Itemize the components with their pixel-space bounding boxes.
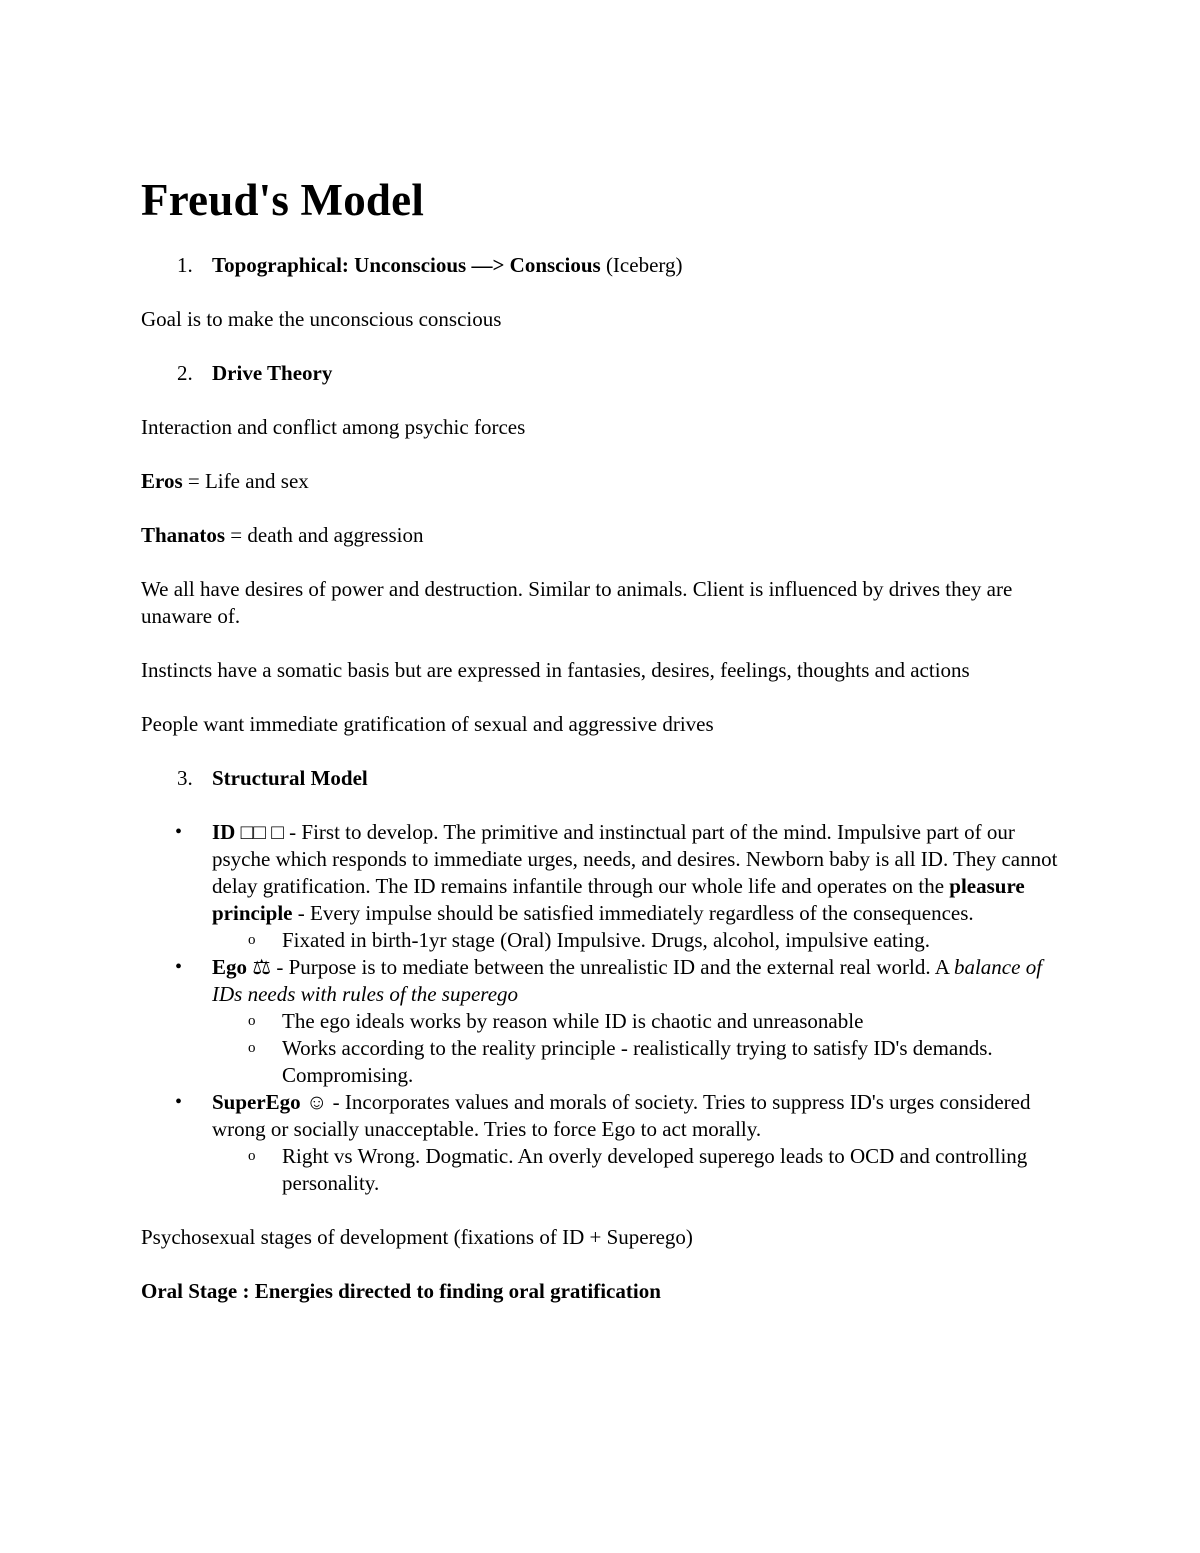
item-heading: Drive Theory xyxy=(212,361,333,385)
term-pleasure-principle: pleasure principle xyxy=(212,874,1025,925)
bullet-superego xyxy=(141,1089,1061,1143)
document-body xyxy=(141,172,1061,1305)
paragraph-eros xyxy=(141,468,1061,495)
numbered-item-1 xyxy=(141,252,1061,279)
term-ego: Ego xyxy=(212,955,248,979)
sub-marker: o xyxy=(248,1148,256,1164)
sub-bullet-text: Works according to the reality principle - realistically trying to satisfy ID's demands. Compromising. xyxy=(282,1036,993,1087)
sub-marker: o xyxy=(248,932,256,948)
smiley-icon: ☺ xyxy=(300,1090,328,1114)
term-eros: Eros xyxy=(141,469,183,493)
item-text: (Iceberg) xyxy=(600,253,683,277)
paragraph-interaction: Interaction and conflict among psychic forces xyxy=(141,415,526,439)
oral-stage-text: Oral Stage : Energies directed to finding oral gratification xyxy=(141,1279,661,1303)
paragraph-thanatos xyxy=(141,522,1061,549)
sub-bullet-text: The ego ideals works by reason while ID is chaotic and unreasonable xyxy=(282,1009,864,1033)
page-title: Freud's Model xyxy=(141,175,425,225)
superego-description: - Incorporates values and morals of society. Tries to suppress ID's urges considered wrong or socially unacceptable. Tries to force Ego to act morally. xyxy=(212,1090,1031,1141)
item-number: 3. xyxy=(177,766,193,790)
ego-italic-text: balance of IDs needs with rules of the superego xyxy=(212,955,1043,1006)
paragraph-instincts: Instincts have a somatic basis but are expressed in fantasies, desires, feelings, thoughts and actions xyxy=(141,658,970,682)
heading-oral-stage xyxy=(141,1278,1061,1305)
item-heading: Structural Model xyxy=(212,766,368,790)
bullet-marker: • xyxy=(175,956,183,978)
id-description-end: - Every impulse should be satisfied immediately regardless of the consequences. xyxy=(292,901,974,925)
bullet-marker: • xyxy=(175,1091,183,1113)
item-heading: Topographical: Unconscious —> Conscious xyxy=(212,253,601,277)
term-thanatos: Thanatos xyxy=(141,523,226,547)
term-superego: SuperEgo xyxy=(212,1090,301,1114)
bullet-id xyxy=(141,819,1061,927)
id-description: - First to develop. The primitive and instinctual part of the mind. Impulsive part of our psyche which responds to immediate urges, needs, and desires. Newborn baby is all ID. They cannot delay gratification. The ID remains infantile through our whole life and operates on the xyxy=(212,820,1058,898)
bullet-ego xyxy=(141,954,1061,1008)
bullet-marker: • xyxy=(175,821,183,843)
paragraph-goal: Goal is to make the unconscious conscious xyxy=(141,307,502,331)
paragraph-psychosexual: Psychosexual stages of development (fixations of ID + Superego) xyxy=(141,1225,693,1249)
definition-thanatos: = death and aggression xyxy=(225,523,424,547)
sub-marker: o xyxy=(248,1040,256,1056)
sub-bullet-ego-1 xyxy=(141,1008,1061,1035)
item-number: 1. xyxy=(177,253,193,277)
ego-description: - Purpose is to mediate between the unrealistic ID and the external real world. A xyxy=(271,955,954,979)
sub-bullet-superego xyxy=(141,1143,1061,1197)
sub-bullet-id xyxy=(141,927,1061,954)
item-number: 2. xyxy=(177,361,193,385)
term-id: ID xyxy=(212,820,236,844)
sub-bullet-text: Fixated in birth-1yr stage (Oral) Impulsive. Drugs, alcohol, impulsive eating. xyxy=(282,928,930,952)
definition-eros: = Life and sex xyxy=(182,469,309,493)
sub-bullet-ego-2 xyxy=(141,1035,1061,1089)
scales-icon: ⚖ xyxy=(247,955,272,979)
sub-marker: o xyxy=(248,1013,256,1029)
numbered-item-2 xyxy=(141,360,1061,387)
numbered-item-3 xyxy=(141,765,1061,792)
id-emoji-icon: □□ □ xyxy=(235,820,284,844)
paragraph-desires: We all have desires of power and destruction. Similar to animals. Client is influenced by drives they are unaware of. xyxy=(141,577,1013,628)
paragraph-people: People want immediate gratification of sexual and aggressive drives xyxy=(141,712,714,736)
sub-bullet-text: Right vs Wrong. Dogmatic. An overly developed superego leads to OCD and controlling personality. xyxy=(282,1144,1028,1195)
